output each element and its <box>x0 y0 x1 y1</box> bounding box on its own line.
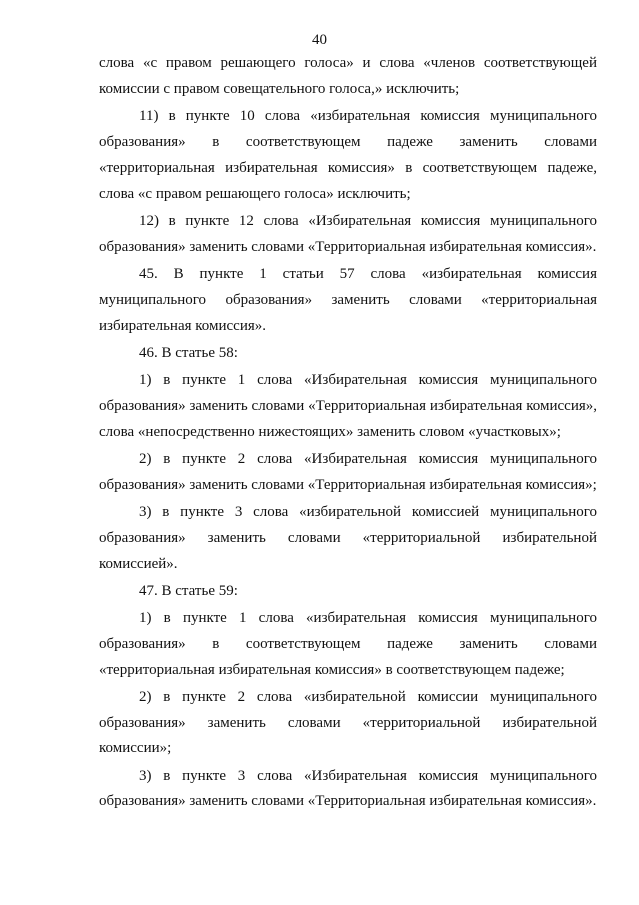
paragraph-item-12: 12) в пункте 12 слова «Избирательная комиссия муниципального образования» заменить словами «Территориальная избирательная комиссия». <box>99 212 597 255</box>
paragraph-item-11: 11) в пункте 10 слова «избирательная комиссия муниципального образования» в соответствующем падеже заменить словами «территориальная избирательная комиссия» в соответствующем падеже, слова «с правом решающего голоса» исключить; <box>99 108 597 202</box>
paragraph-section-45: 45. В пункте 1 статьи 57 слова «избирательная комиссия муниципального образования» заменить словами «территориальная избирательная комиссия». <box>99 265 597 334</box>
paragraph-47-item-2: 2) в пункте 2 слова «избирательной комиссии муниципального образования» заменить словами «территориальной избирательной комиссии»; <box>99 688 597 757</box>
document-body <box>99 51 597 815</box>
paragraph-section-47: 47. В статье 59: <box>139 582 238 599</box>
paragraph-46-item-1: 1) в пункте 1 слова «Избирательная комиссия муниципального образования» заменить словами «Территориальная избирательная комиссия», слова «непосредственно нижестоящих» заменить словом «участковых»; <box>99 371 597 440</box>
paragraph-46-item-2: 2) в пункте 2 слова «Избирательная комиссия муниципального образования» заменить словами «Территориальная избирательная комиссия»; <box>99 450 597 493</box>
paragraph-47-item-3: 3) в пункте 3 слова «Избирательная комиссия муниципального образования» заменить словами «Территориальная избирательная комиссия». <box>99 767 597 810</box>
page-number: 40 <box>312 32 327 48</box>
paragraph-47-item-1: 1) в пункте 1 слова «избирательная комиссия муниципального образования» в соответствующем падеже заменить словами «территориальная избирательная комиссия» в соответствующем падеже; <box>99 609 597 678</box>
paragraph-section-46: 46. В статье 58: <box>139 344 238 361</box>
paragraph-continuation: слова «с правом решающего голоса» и слова «членов соответствующей комиссии с правом совещательного голоса,» исключить; <box>99 55 597 97</box>
paragraph-46-item-3: 3) в пункте 3 слова «избирательной комиссией муниципального образования» заменить словами «территориальной избирательной комиссией». <box>99 503 597 572</box>
